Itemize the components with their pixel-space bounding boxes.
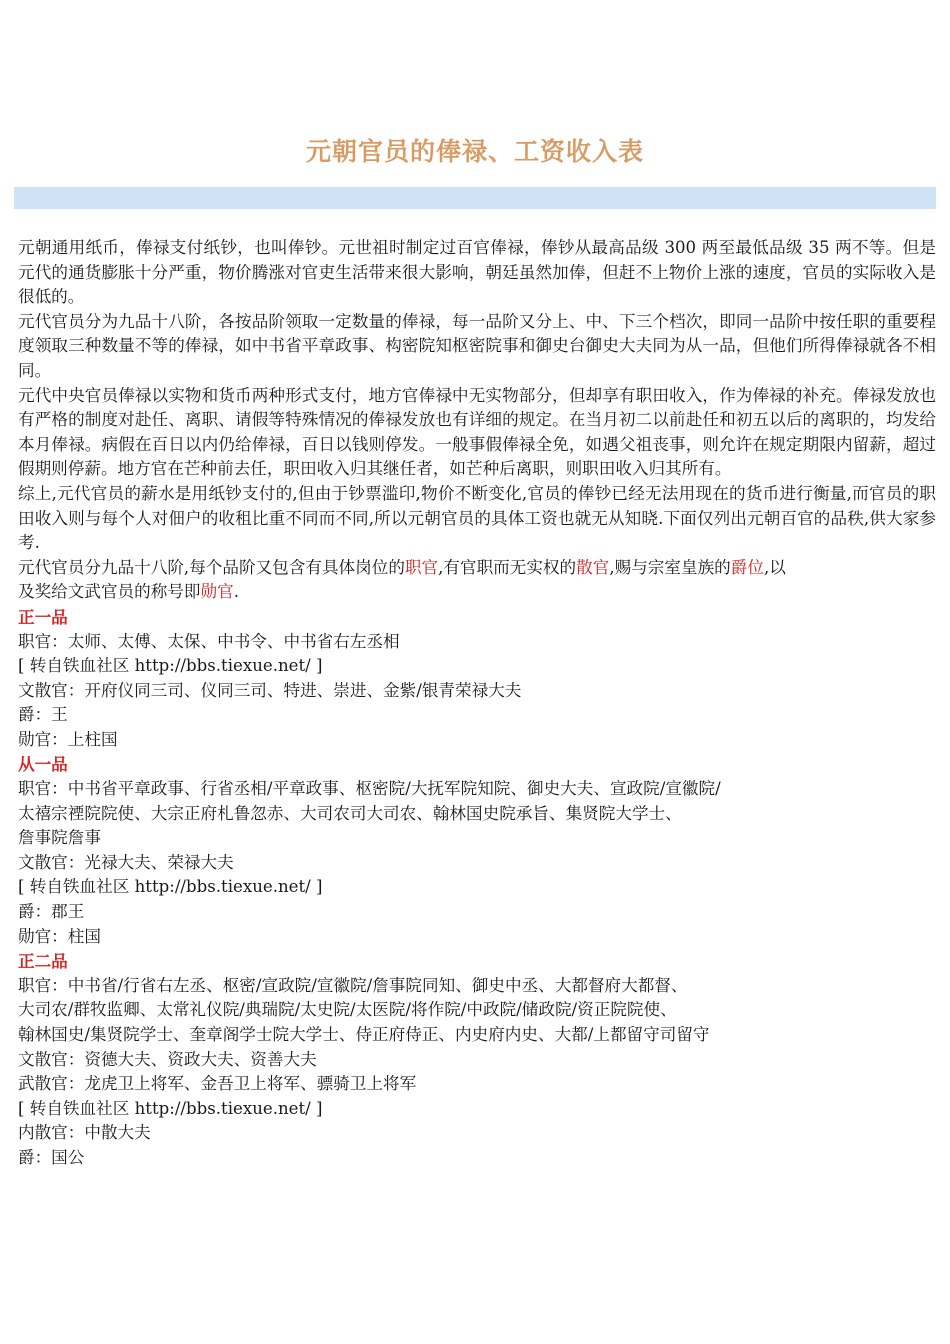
summary-line-1 — [18, 556, 936, 581]
rank-line: 爵：郡王 — [18, 902, 85, 922]
source-note: [ 转自铁血社区 http://bbs.tiexue.net/ ] — [18, 656, 323, 676]
summary-paragraph — [18, 556, 936, 605]
rank-line: 职官：中书省平章政事、行省丞相/平章政事、枢密院/大抚军院知院、御史大夫、宣政院/宣徽院/ — [18, 779, 721, 799]
rank-line: 大司农/群牧监卿、太常礼仪院/典瑞院/太史院/太医院/将作院/中政院/储政院/资正院院使、 — [18, 1000, 677, 1020]
title-divider-band — [14, 187, 936, 209]
rank-line: 爵：王 — [18, 705, 68, 725]
keyword-jueweі: 爵位 — [730, 557, 764, 577]
page-title: 元朝官员的俸禄、工资收入表 — [305, 137, 644, 166]
rank-heading: 从一品 — [18, 754, 68, 775]
rank-heading: 正二品 — [18, 951, 68, 972]
rank-line: 爵：国公 — [18, 1147, 85, 1167]
intro-paragraph-1: 元朝通用纸币，俸禄支付纸钞，也叫俸钞。元世祖时制定过百官俸禄，俸钞从最高品级 300 两至最低品级 35 两不等。但是元代的通货膨胀十分严重，物价腾涨对官吏生活带来很大影响，朝廷虽然加俸，但赶不上物价上涨的速度，官员的实际收入是很低的。 — [18, 238, 936, 307]
rank-line: 勋官：上柱国 — [18, 729, 118, 749]
rank-line: 武散官：龙虎卫上将军、金吾卫上将军、骠骑卫上将军 — [18, 1074, 417, 1094]
rank-line: 翰林国史/集贤院学士、奎章阁学士院大学士、侍正府侍正、内史府内史、大都/上都留守司留守 — [18, 1025, 710, 1044]
keyword-xunguan: 勋官 — [200, 582, 234, 602]
summary-text: 元代官员分九品十八阶,每个品阶又包含有具体岗位的 — [18, 557, 405, 577]
source-note: [ 转自铁血社区 http://bbs.tiexue.net/ ] — [18, 877, 323, 897]
rank-line: 职官：中书省/行省右左丞、枢密/宣政院/宣徽院/詹事院同知、御史中丞、大都督府大都督、 — [18, 975, 688, 995]
summary-text: ,赐与宗室皇族的 — [609, 557, 731, 577]
summary-text: ,有官职而无实权的 — [438, 557, 577, 577]
rank-line: 内散官：中散大夫 — [18, 1123, 151, 1143]
keyword-sanguan: 散官 — [576, 557, 610, 577]
keyword-zhiguan: 职官 — [404, 557, 439, 577]
summary-text: 及奖给文武官员的称号即 — [18, 582, 201, 602]
summary-line-2 — [18, 580, 936, 605]
rank-line: 文散官：资德大夫、资政大夫、资善大夫 — [18, 1049, 317, 1069]
rank-line: 太禧宗禋院院使、大宗正府札鲁忽赤、大司农司大司农、翰林国史院承旨、集贤院大学士、 — [18, 803, 682, 823]
rank-line: 勋官：柱国 — [18, 926, 101, 946]
rank-line: 职官：太师、太傅、太保、中书令、中书省右左丞相 — [18, 631, 400, 651]
summary-text: ,以 — [763, 557, 786, 577]
rank-line: 文散官：光禄大夫、荣禄大夫 — [18, 852, 234, 872]
summary-text: . — [233, 582, 239, 602]
intro-paragraph-2: 元代官员分为九品十八阶，各按品阶领取一定数量的俸禄，每一品阶又分上、中、下三个档次，即同一品阶中按任职的重要程度领取三种数量不等的俸禄，如中书省平章政事、构密院知枢密院事和御史台御史大夫同为从一品，但他们所得俸禄就各不相同。 — [18, 311, 936, 380]
intro-paragraph-4: 综上,元代官员的薪水是用纸钞支付的,但由于钞票滥印,物价不断变化,官员的俸钞已经无法用现在的货币进行衡量,而官员的职田收入则与每个人对佃户的收租比重不同而不同,所以元朝官员的具体工资也就无从知晓.下面仅列出元朝百官的品秩,供大家参考. — [18, 483, 936, 553]
source-note: [ 转自铁血社区 http://bbs.tiexue.net/ ] — [18, 1098, 323, 1118]
rank-line: 文散官：开府仪同三司、仪同三司、特进、崇进、金紫/银青荣禄大夫 — [18, 680, 522, 700]
document-body — [18, 236, 936, 1171]
intro-paragraph-3: 元代中央官员俸禄以实物和货币两种形式支付，地方官俸禄中无实物部分，但却享有职田收入，作为俸禄的补充。俸禄发放也有严格的制度对赴任、离职、请假等特殊情况的俸禄发放也有详细的规定。在当月初二以前赴任和初五以后的离职的，均发给本月俸禄。病假在百日以内仍给俸禄，百日以钱则停发。一般事假俸禄全免，如遇父祖丧事，则允许在规定期限内留薪，超过假期则停薪。地方官在芒种前去任，职田收入归其继任者，如芒种后离职，则职田收入归其所有。 — [18, 385, 936, 479]
rank-line: 詹事院詹事 — [18, 828, 101, 848]
rank-heading: 正一品 — [18, 606, 68, 627]
